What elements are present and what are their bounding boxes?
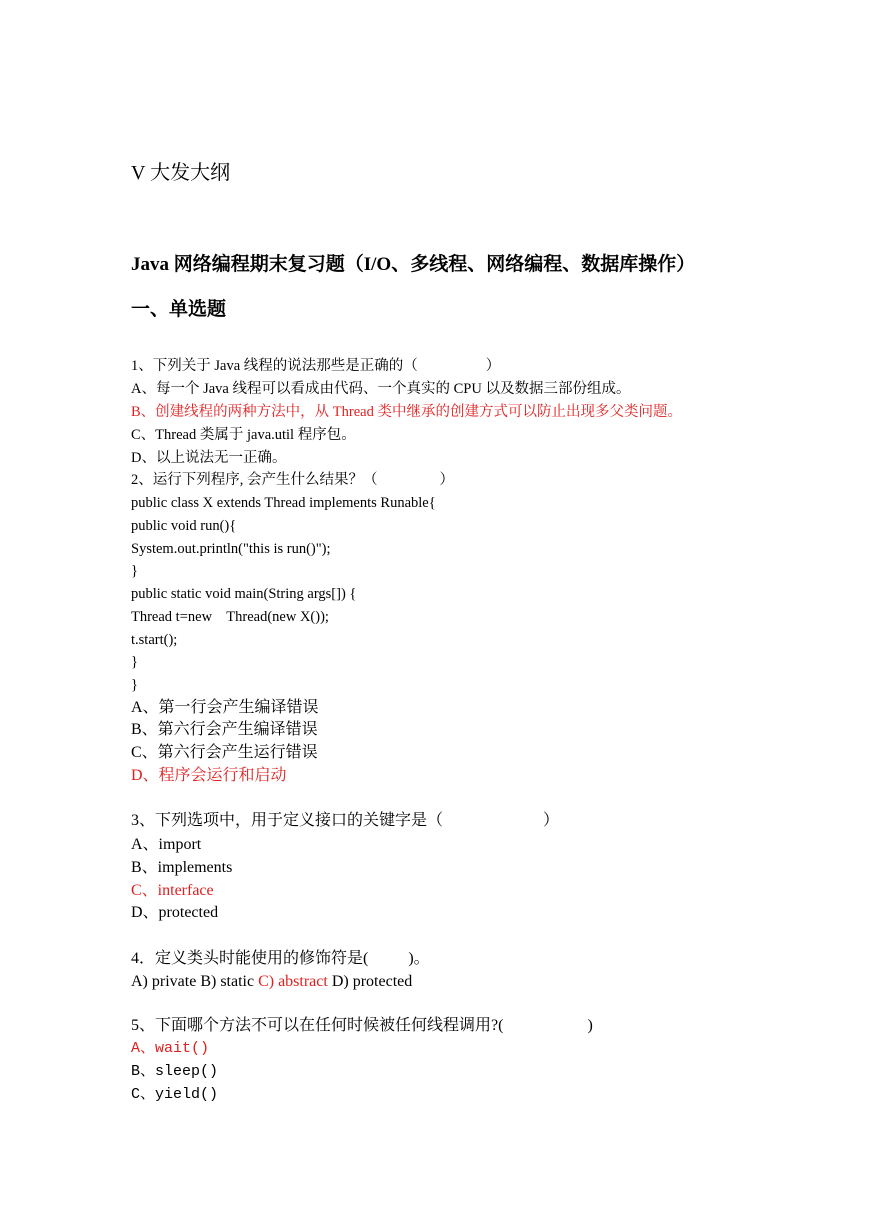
- question-2-option-b: B、第六行会产生编译错误: [131, 721, 318, 738]
- document-title: Java 网络编程期末复习题（I/O、多线程、网络编程、数据库操作）: [131, 254, 696, 275]
- question-4-options: [131, 974, 412, 990]
- question-1-stem: 1、下列关于 Java 线程的说法那些是正确的（ ）: [131, 358, 501, 374]
- code-line-2: public void run(){: [131, 518, 237, 534]
- question-4-option-a: A) private: [131, 973, 197, 990]
- question-2-option-c: C、第六行会产生运行错误: [131, 744, 318, 761]
- section-heading: 一、单选题: [131, 299, 227, 320]
- question-5-option-b: B、sleep(): [131, 1063, 219, 1080]
- question-5-option-a-answer: A、wait(): [131, 1040, 210, 1057]
- question-5-stem: 5、下面哪个方法不可以在任何时候被任何线程调用?( ): [131, 1017, 593, 1034]
- question-2-option-d-answer: D、程序会运行和启动: [131, 767, 287, 784]
- question-1-option-d: D、以上说法无一正确。: [131, 450, 287, 466]
- question-3-stem: 3、下列选项中，用于定义接口的关键字是（ ）: [131, 812, 560, 829]
- code-line-6: Thread t=new Thread(new X());: [131, 609, 329, 625]
- question-2-option-a: A、第一行会产生编译错误: [131, 699, 319, 716]
- question-1-option-c: C、Thread 类属于 java.util 程序包。: [131, 427, 356, 443]
- question-5-option-c: C、yield(): [131, 1086, 219, 1103]
- code-line-4: }: [131, 563, 138, 579]
- question-2-stem: 2、运行下列程序, 会产生什么结果？（ ）: [131, 472, 454, 488]
- question-4-stem: 4．定义类头时能使用的修饰符是( )。: [131, 950, 430, 967]
- code-line-7: t.start();: [131, 632, 178, 648]
- question-1-option-a: A、每一个 Java 线程可以看成由代码、一个真实的 CPU 以及数据三部份组成。: [131, 381, 631, 397]
- question-4-option-b: B) static: [200, 973, 255, 990]
- question-1-option-b-answer: B、创建线程的两种方法中，从 Thread 类中继承的创建方式可以防止出现多父类问题。: [131, 404, 682, 420]
- code-line-3: System.out.println("this is run()");: [131, 541, 331, 557]
- header-text: V 大发大纲: [131, 162, 231, 184]
- question-4-option-d: D) protected: [331, 973, 413, 990]
- code-line-9: }: [131, 677, 138, 693]
- code-line-1: public class X extends Thread implements Runable{: [131, 495, 436, 511]
- code-line-8: }: [131, 654, 138, 670]
- question-3-option-d: D、protected: [131, 904, 219, 921]
- question-3-option-c-answer: C、interface: [131, 882, 214, 899]
- question-3-option-b: B、implements: [131, 859, 233, 876]
- question-3-option-a: A、import: [131, 836, 202, 853]
- question-4-option-c-answer: C) abstract: [258, 973, 328, 990]
- code-line-5: public static void main(String args[]) {: [131, 586, 357, 602]
